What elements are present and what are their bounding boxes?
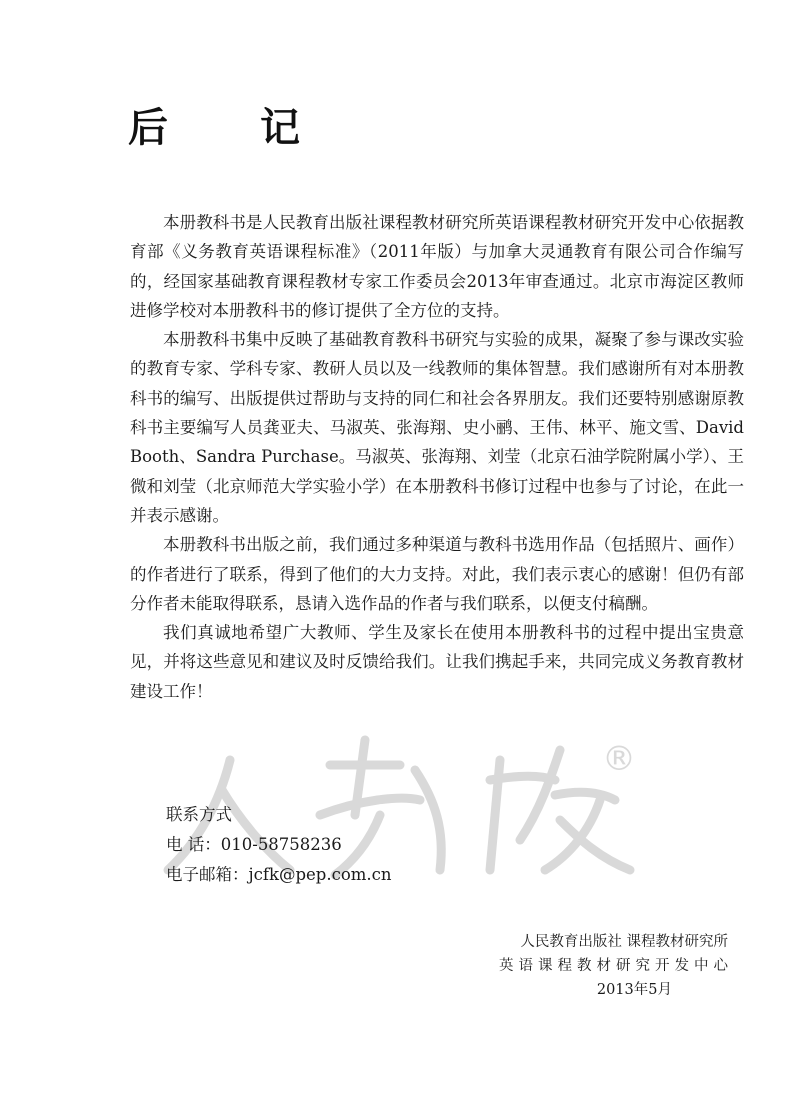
paragraph-3: 本册教科书出版之前，我们通过多种渠道与教科书选用作品（包括照片、画作）的作者进行了联系，得到了他们的大力支持。对此，我们表示衷心的感谢！但仍有部分作者未能取得联系，恳请入选作品的作者与我们联系，以便支付稿酬。: [130, 535, 744, 613]
signature-block: [468, 930, 733, 1002]
paragraph-1: 本册教科书是人民教育出版社课程教材研究所英语课程教材研究开发中心依据教育部《义务教育英语课程标准》（2011年版）与加拿大灵通教育有限公司合作编写的，经国家基础教育课程教材专家工作委员会2013年审查通过。北京市海淀区教师进修学校对本册教科书的修订提供了全方位的支持。: [130, 213, 744, 320]
paragraph-4: 我们真诚地希望广大教师、学生及家长在使用本册教科书的过程中提出宝贵意见，并将这些意见和建议及时反馈给我们。让我们携起手来，共同完成义务教育教材建设工作！: [130, 623, 744, 701]
body-text: [130, 208, 744, 706]
contact-block: [166, 800, 392, 890]
page-title: 后 记: [128, 104, 326, 151]
paragraph-2: 本册教科书集中反映了基础教育教科书研究与实验的成果，凝聚了参与课改实验的教育专家、学科专家、教研人员以及一线教师的集体智慧。我们感谢所有对本册教科书的编写、出版提供过帮助与支持的同仁和社会各界朋友。我们还要特别感谢原教科书主要编写人员龚亚夫、马淑英、张海翔、史小鹂、王伟、林平、施文雪、David Booth、Sandra Purchase。马淑英、张海翔、刘莹（北京石油学院附属小学）、王微和刘莹（北京师范大学实验小学）在本册教科书修订过程中也参与了讨论，在此一并表示感谢。: [130, 330, 744, 525]
contact-email: 电子邮箱：jcfk@pep.com.cn: [166, 865, 392, 884]
signature-center: 英语课程教材研究开发中心: [499, 958, 733, 974]
signature-organization: 人民教育出版社 课程教材研究所: [520, 934, 728, 950]
signature-date: 2013年5月: [596, 982, 672, 998]
contact-phone: 电 话：010-58758236: [166, 835, 342, 854]
registered-mark: ®: [602, 739, 636, 779]
contact-heading: 联系方式: [166, 805, 232, 824]
